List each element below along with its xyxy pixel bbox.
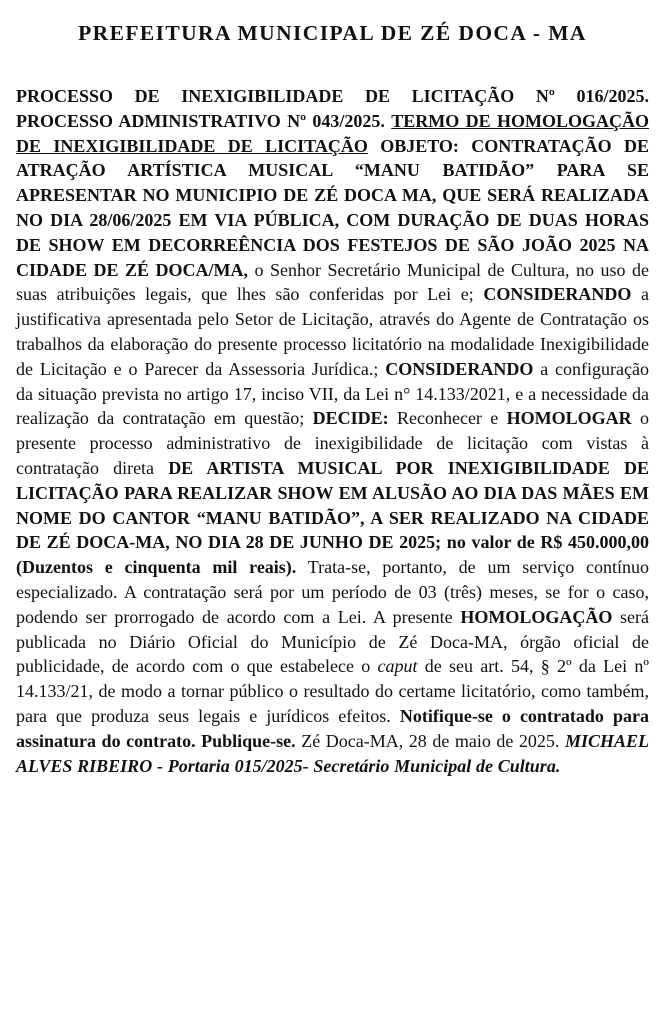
homologation-notice [16,84,649,778]
page-title: PREFEITURA MUNICIPAL DE ZÉ DOCA - MA [78,21,587,45]
signature-line: MICHAEL ALVES RIBEIRO - Portaria 015/2025- Secretário Municipal de Cultura. [16,730,649,776]
body-text: o Senhor Secretário Municipal de Cultura, no uso de suas atribuições legais, que lhes são conferidas por Lei e; [16,259,649,305]
object-label: OBJETO [380,135,453,156]
considerando-label: CONSIDERANDO [483,284,632,305]
body-text: a justificativa apresentada pelo Setor de Licitação, através do Agente de Contratação os trabalhos da elaboração do presente processo licitatório na modalidade Inexigibilidade de Licitação e o Parecer da Assessoria Jurídica.; [16,284,649,379]
body-text: Trata-se, portanto, de um serviço contínuo especializado. A contratação será por um período de 03 (três) meses, se for o caso, podendo ser prorrogado de acordo com a Lei. A presente [16,557,649,627]
homologacao-label: HOMOLOGAÇÃO [460,606,613,627]
body-text: será publicada no Diário Oficial do Município de Zé Doca-MA, órgão oficial de publicidade, de acordo com o que estabelece o [16,606,650,677]
notice-title: TERMO DE HOMOLOGAÇÃO DE INEXIGIBILIDADE DE LICITAÇÃO [16,110,649,156]
process-numbers: PROCESSO DE INEXIGIBILIDADE DE LICITAÇÃO Nº 016/2025. PROCESSO ADMINISTRATIVO Nº 043/2025. [16,86,649,131]
contract-description: DE ARTISTA MUSICAL POR INEXIGIBILIDADE DE LICITAÇÃO PARA REALIZAR SHOW EM ALUSÃO AO DIA DAS MÃES EM NOME DO CANTOR “MANU BATIDÃO”, A SER REALIZADO NA CIDADE DE ZÉ DOCA-MA, NO DIA 28 DE JUNHO DE 2025; no valor de R$ 450.000,00 (Duzentos e cinquenta mil reais). [16,457,649,578]
body-text: a configuração da situação prevista no artigo 17, inciso VII, da Lei n° 14.133/2021, e a necessidade da realização da contratação em questão; [16,358,649,429]
object-description: : CONTRATAÇÃO DE ATRAÇÃO ARTÍSTICA MUSICAL “MANU BATIDÃO” PARA SE APRESENTAR NO MUNICIPIO DE ZÉ DOCA MA, QUE SERÁ REALIZADA NO DIA 28/06/2025 EM VIA PÚBLICA, COM DURAÇÃO DE DUAS HORAS DE SHOW EM DECORREÊNCIA DOS FESTEJOS DE SÃO JOÃO 2025 NA CIDADE DE ZÉ DOCA/MA, [16,135,649,280]
homologar-label: HOMOLOGAR [506,408,632,429]
place-date: Zé Doca-MA, 28 de maio de 2025. [295,730,565,751]
caput-term: caput [377,656,418,677]
notify-publish: Notifique-se o contratado para assinatura do contrato. Publique-se. [16,705,649,751]
body-text: Reconhecer e [388,408,507,429]
body-text: de seu art. 54, § 2º da Lei nº 14.133/21, de modo a tornar público o resultado do certame licitatório, como também, para que produza seus legais e jurídicos efeitos. [16,656,649,726]
body-text: o presente processo administrativo de inexigibilidade de licitação com vistas à contratação direta [16,408,649,478]
decide-label: DECIDE: [312,408,389,429]
considerando-label: CONSIDERANDO [385,358,534,379]
